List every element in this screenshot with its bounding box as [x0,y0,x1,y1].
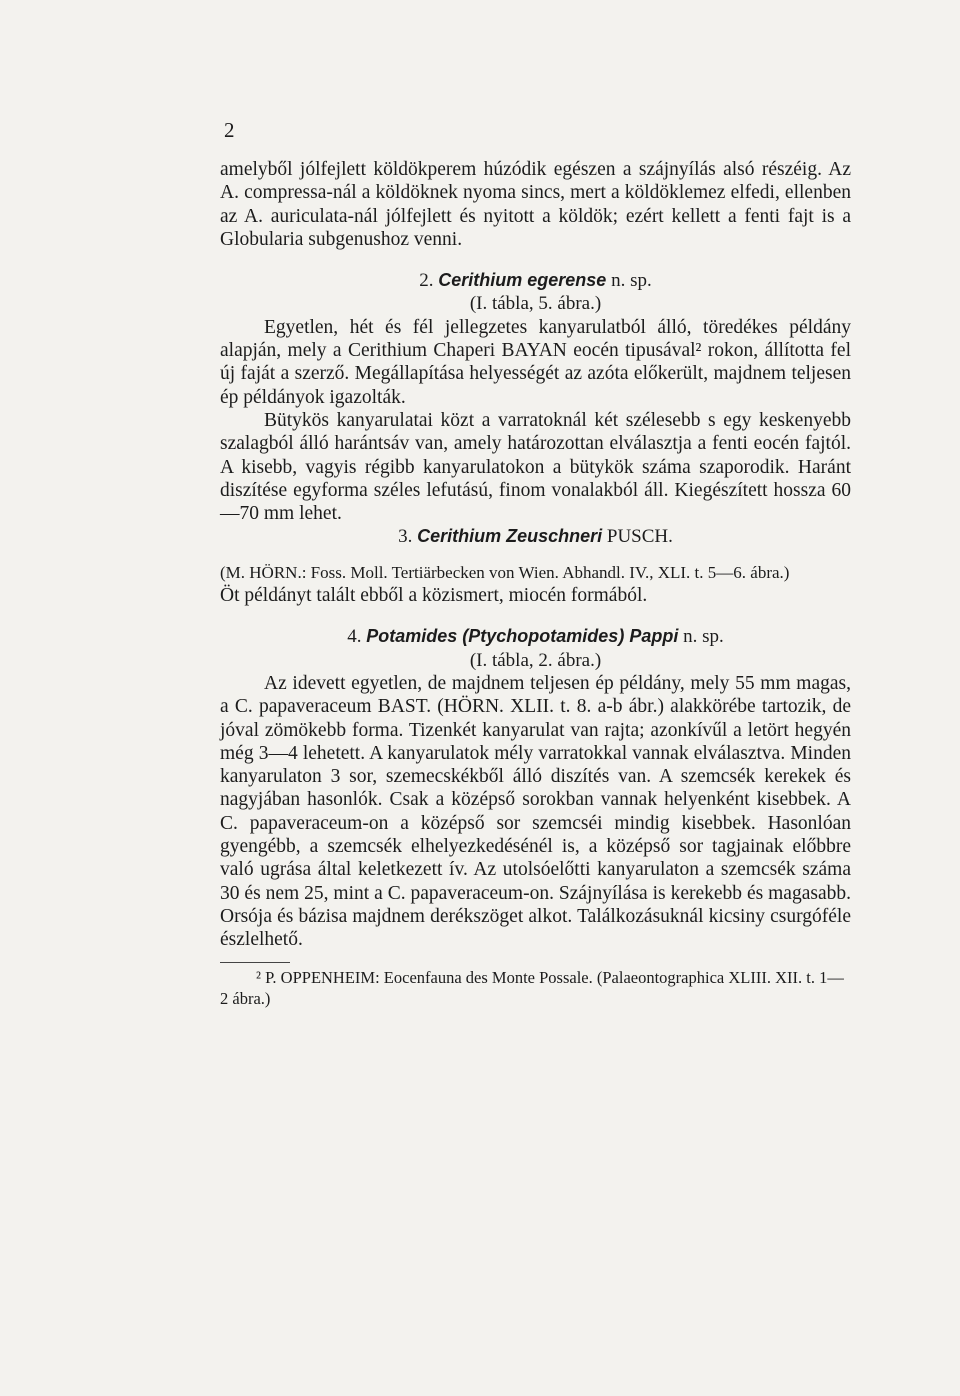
species-name: Cerithium Zeuschneri [417,526,603,547]
paragraph-intro: amelyből jólfejlett köldökperem húzódik egészen a szájnyílás alsó részéig. Az A. compressa-nál a köldöknek nyoma sincs, mert a köldöklemez elfedi, ellenben az A. auriculata-nál jólfejlett és nyitott a köldök; ezért kellett a fenti fajt is a Globularia subgenushoz venni. [220,159,851,250]
species-name: Potamides (Ptychopotamides) Pappi [366,626,679,647]
paragraph: Öt példányt talált ebből a közismert, miocén formából. [220,585,648,607]
section-heading-3 [220,525,851,548]
section-heading-4 [220,625,851,648]
species-suffix: n. sp. [683,626,724,648]
species-suffix: n. sp. [611,270,652,292]
page-number: 2 [224,118,235,142]
section-heading-2 [220,269,851,292]
body-text [220,158,851,1009]
paragraph: Egyetlen, hét és fél jellegzetes kanyarulatból álló, töredékes példány alapján, mely a Cerithium Chaperi BAYAN eocén tipusával² rokon, állította fel új faját a szerző. Megállapítása helyességét az azóta előkerült, majdnem teljesen ép példányok igazolták. [220,316,851,408]
section-number: 2. [419,270,434,292]
literature-reference: (M. HÖRN.: Foss. Moll. Tertiärbecken von Wien. Abhandl. IV., XLI. t. 5—6. ábra.) [220,562,790,582]
paragraph: Bütykös kanyarulatai közt a varratoknál két szélesebb s egy keskenyebb szalagból álló harántsáv van, amely határozottan elválasztja a fenti eocén fajtól. A kisebb, vagyis régibb kanyarulatokon a bütykök száma szaporodik. Haránt diszítése egyforma széles lefutású, finom vonalakból áll. Kiegészített hossza 60—70 mm lehet. [220,409,851,525]
section-number: 3. [398,526,413,548]
section-number: 4. [347,626,362,648]
plate-reference: (I. tábla, 2. ábra.) [469,649,602,671]
species-author: PUSCH. [606,526,673,548]
paragraph: Az idevett egyetlen, de majdnem teljesen ép példány, mely 55 mm magas, a C. papaveraceum BAST. (HÖRN. XLII. t. 8. a-b ábr.) alakkörébe tartozik, de jóval zömökebb forma. Tizenkét kanyarulat van rajta; azonkívűl a letört hegyén még 3—4 lehetett. A kanyarulatok mély varratokkal vannak elválasztva. Minden kanyarulaton 3 sor, szemecskékből álló diszítés van. A szemcsék kerekek és nagyjában hasonlók. Csak a középső sorokban vannak helyenként kisebbek. A C. papaveraceum-on a középső sor szemcséi mindig kisebbek. Hasonlóan gyengébb, a szemcsék elhelyezkedésénél is, a középső sor tagjainak előbbre való ugrása által keletkezett ív. Az utolsóelőtti kanyarulaton a szemcsék száma 30 és nem 25, mint a C. papaveraceum-on. Szájnyílása is kerekebb és magasabb. Orsója és bázisa majdnem derékszöget alkot. Találkozásuknál kicsiny csurgóféle észlelhető. [220,672,851,951]
plate-reference: (I. tábla, 5. ábra.) [469,293,602,315]
footnote: ² P. OPPENHEIM: Eocenfauna des Monte Possale. (Palaeontographica XLIII. XII. t. 1—2 ábra.) [220,967,844,1008]
species-name: Cerithium egerense [438,270,607,291]
footnote-rule [220,962,290,963]
